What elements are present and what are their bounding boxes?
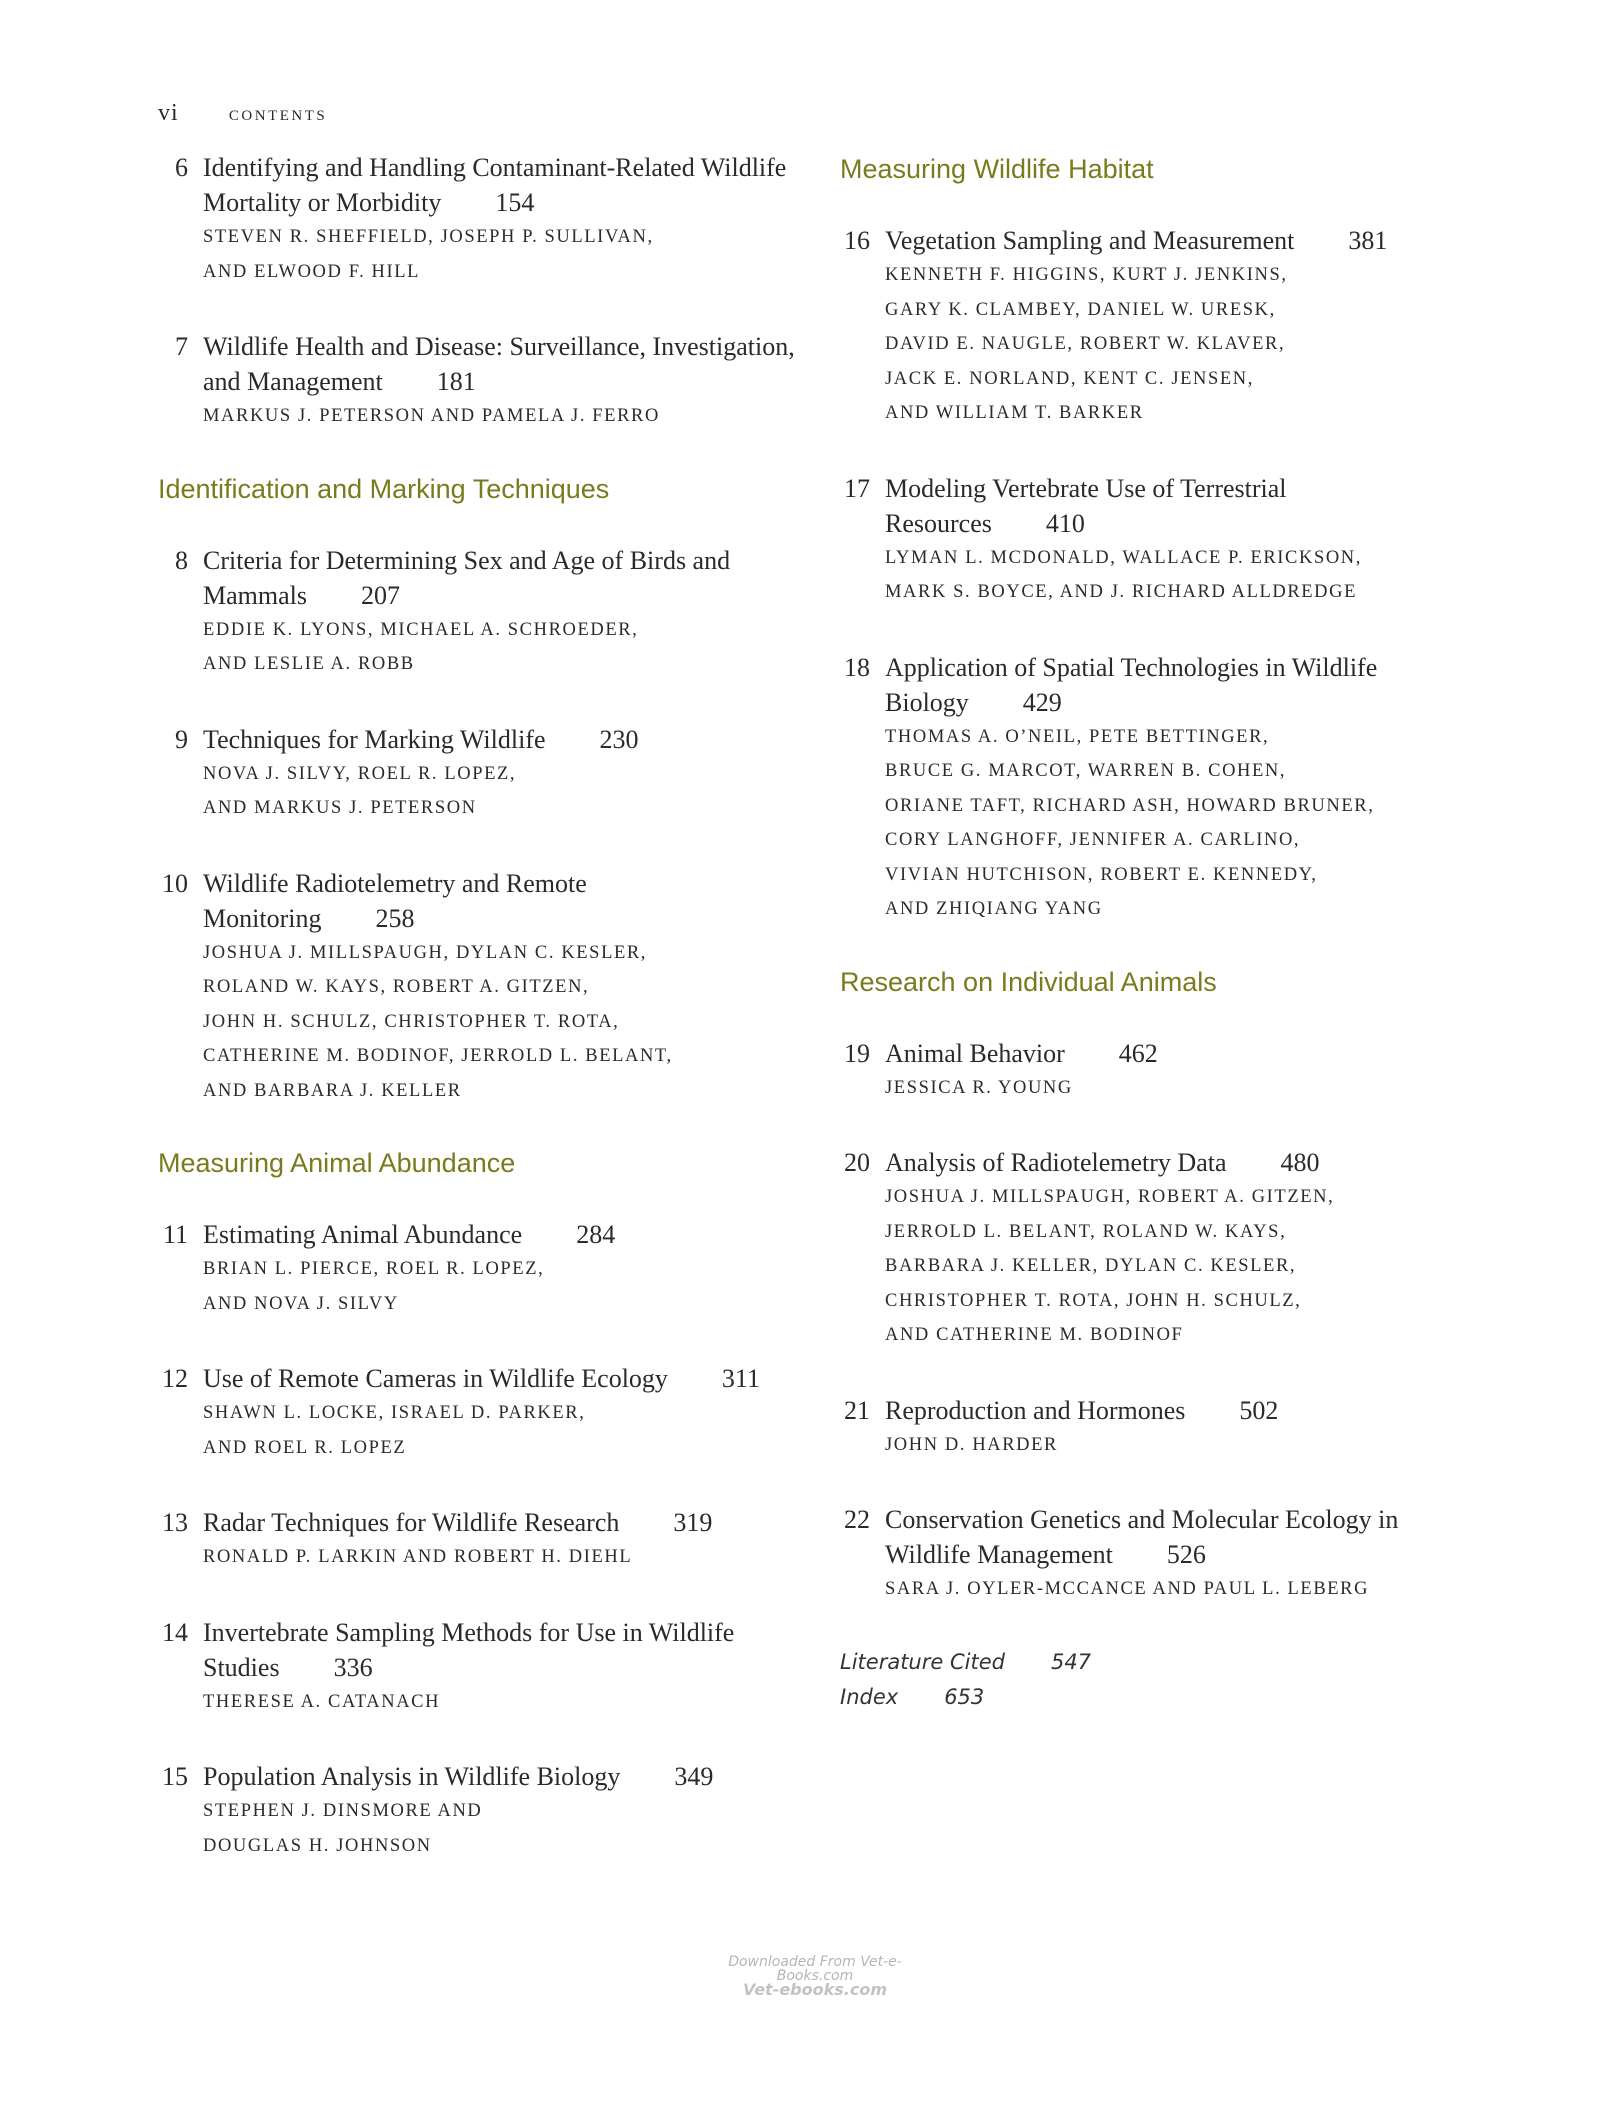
chapter-title-line [203, 543, 798, 613]
running-head-title: contents [228, 101, 328, 125]
author-line: BRIAN L. PIERCE, ROEL R. LOPEZ, [203, 1259, 545, 1279]
page-number-ref: 462 [1118, 1038, 1158, 1068]
author-line: DOUGLAS H. JOHNSON [203, 1835, 432, 1856]
chapter-title[interactable]: Use of Remote Cameras in Wildlife Ecology [203, 1364, 668, 1393]
author-line: LYMAN L. MCDONALD, WALLACE P. ERICKSON, [885, 547, 1362, 568]
author-line: ROLAND W. KAYS, ROBERT A. GITZEN, [203, 977, 590, 997]
toc-entry[interactable] [158, 150, 798, 289]
page-number-ref: 410 [1045, 508, 1085, 538]
chapter-title-line [885, 1036, 1460, 1071]
author-line: AND ZHIQIANG YANG [885, 899, 1103, 919]
chapter-number: 8 [175, 545, 188, 575]
author-line: CORY LANGHOFF, JENNIFER A. CARLINO, [885, 830, 1301, 850]
chapter-title-line [885, 1393, 1460, 1428]
author-line: JACK E. NORLAND, KENT C. JENSEN, [885, 368, 1254, 389]
chapter-number: 19 [844, 1038, 870, 1068]
author-line: GARY K. CLAMBEY, DANIEL W. URESK, [885, 299, 1276, 320]
chapter-title-line [885, 650, 1460, 720]
page-number-ref: 311 [721, 1364, 760, 1393]
author-line: JOSHUA J. MILLSPAUGH, DYLAN C. KESLER, [203, 942, 648, 963]
author-line: SHAWN L. LOCKE, ISRAEL D. PARKER, [203, 1403, 586, 1423]
chapter-title-line [203, 1217, 798, 1252]
chapter-title-line [885, 1145, 1460, 1180]
chapter-number: 14 [162, 1617, 188, 1647]
page-number-ref: 258 [375, 903, 415, 933]
toc-entry[interactable] [158, 1217, 798, 1321]
page-number-ref: 319 [673, 1508, 713, 1537]
chapter-number: 6 [175, 153, 188, 182]
author-line: ORIANE TAFT, RICHARD ASH, HOWARD BRUNER, [885, 795, 1375, 816]
chapter-number: 15 [162, 1762, 188, 1791]
toc-entry[interactable] [158, 543, 798, 682]
chapter-number: 20 [844, 1148, 870, 1177]
author-line: THOMAS A. O’NEIL, PETE BETTINGER, [885, 726, 1270, 747]
section-heading: Measuring Wildlife Habitat [840, 154, 1154, 184]
author-line: JERROLD L. BELANT, ROLAND W. KAYS, [885, 1221, 1287, 1242]
author-line: AND LESLIE A. ROBB [203, 654, 415, 674]
toc-right-column [840, 150, 1460, 1715]
chapter-title[interactable]: Modeling Vertebrate Use of Terrestrial Resources [885, 473, 1287, 538]
toc-entry[interactable] [158, 1759, 798, 1863]
author-line: AND NOVA J. SILVY [203, 1293, 399, 1314]
back-matter [840, 1645, 1460, 1715]
chapter-title[interactable]: Analysis of Radiotelemetry Data [885, 1148, 1227, 1177]
author-line: JOHN D. HARDER [885, 1434, 1058, 1455]
chapter-title[interactable]: Invertebrate Sampling Methods for Use in Wildlife Studies [203, 1617, 735, 1682]
page-number: vi [158, 100, 179, 126]
page-number-ref: 230 [599, 724, 639, 754]
toc-entry[interactable] [840, 1145, 1460, 1353]
chapter-number: 22 [844, 1505, 870, 1534]
chapter-title-line [885, 1502, 1460, 1572]
watermark-line-1: Downloaded From Vet-e-Books.com [728, 1954, 902, 1984]
author-line: STEPHEN J. DINSMORE AND [203, 1801, 483, 1821]
chapter-number: 10 [162, 868, 188, 898]
toc-entry[interactable] [840, 471, 1460, 610]
chapter-title[interactable]: Wildlife Radiotelemetry and Remote Monitoring [203, 868, 587, 933]
page-number-ref: 480 [1280, 1148, 1320, 1177]
back-matter-page: 547 [1050, 1649, 1092, 1674]
chapter-title-line [885, 471, 1460, 541]
toc-entry[interactable] [158, 866, 798, 1109]
page-number-ref: 181 [436, 367, 476, 396]
chapter-number: 21 [844, 1395, 870, 1425]
toc-left-column [158, 150, 798, 1903]
author-line: AND MARKUS J. PETERSON [203, 798, 477, 818]
chapter-number: 13 [162, 1508, 188, 1537]
author-line: CHRISTOPHER T. ROTA, JOHN H. SCHULZ, [885, 1290, 1302, 1311]
toc-entry[interactable] [158, 722, 798, 826]
watermark-line-2: Vet-ebooks.com [742, 1980, 888, 1999]
author-line: SARA J. OYLER-MCCANCE AND PAUL L. LEBERG [885, 1579, 1370, 1599]
author-line: BARBARA J. KELLER, DYLAN C. KESLER, [885, 1256, 1297, 1276]
author-line: CATHERINE M. BODINOF, JERROLD L. BELANT, [203, 1046, 673, 1066]
page-number-ref: 429 [1022, 687, 1062, 717]
author-line: BRUCE G. MARCOT, WARREN B. COHEN, [885, 761, 1287, 781]
chapter-number: 11 [162, 1220, 188, 1249]
author-line: DAVID E. NAUGLE, ROBERT W. KLAVER, [885, 334, 1286, 354]
chapter-title[interactable]: Application of Spatial Technologies in Wildlife Biology [885, 652, 1378, 717]
chapter-title[interactable]: Conservation Genetics and Molecular Ecology in Wildlife Management [885, 1505, 1399, 1569]
chapter-number: 16 [844, 226, 870, 255]
watermark [690, 1955, 940, 1997]
author-line: NOVA J. SILVY, ROEL R. LOPEZ, [203, 763, 517, 784]
chapter-title-line [203, 1615, 798, 1685]
chapter-number: 12 [162, 1364, 188, 1393]
toc-entry[interactable] [840, 650, 1460, 927]
back-matter-item[interactable] [840, 1645, 1460, 1680]
chapter-title[interactable]: Identifying and Handling Contaminant-Related Wildlife Mortality or Morbidity [203, 153, 787, 217]
author-line: MARKUS J. PETERSON AND PAMELA J. FERRO [203, 406, 660, 426]
chapter-number: 7 [175, 332, 188, 361]
page-number-ref: 526 [1166, 1540, 1206, 1569]
chapter-title-line [203, 1505, 798, 1540]
author-line: AND ELWOOD F. HILL [203, 261, 421, 282]
chapter-title-line [203, 1759, 798, 1794]
author-line: EDDIE K. LYONS, MICHAEL A. SCHROEDER, [203, 619, 639, 640]
chapter-title[interactable]: Estimating Animal Abundance [203, 1220, 523, 1249]
chapter-title-line [203, 1361, 798, 1396]
toc-entry[interactable] [158, 1615, 798, 1720]
author-line: AND CATHERINE M. BODINOF [885, 1325, 1184, 1345]
author-line: VIVIAN HUTCHISON, ROBERT E. KENNEDY, [885, 864, 1318, 885]
page-number-ref: 154 [495, 188, 535, 217]
chapter-title-line [203, 722, 798, 757]
toc-entry[interactable] [840, 1393, 1460, 1463]
toc-entry[interactable] [840, 1036, 1460, 1106]
page-number-ref: 284 [576, 1220, 616, 1249]
author-line: MARK S. BOYCE, AND J. RICHARD ALLDREDGE [885, 582, 1358, 602]
chapter-title[interactable]: Techniques for Marking Wildlife [203, 724, 546, 754]
toc-entry[interactable] [840, 1502, 1460, 1607]
section-heading: Research on Individual Animals [840, 966, 1217, 997]
chapter-number: 18 [844, 652, 870, 682]
chapter-number: 17 [844, 473, 870, 503]
chapter-title[interactable]: Vegetation Sampling and Measurement [885, 226, 1295, 255]
page-number-ref: 349 [674, 1762, 714, 1791]
chapter-title[interactable]: Wildlife Health and Disease: Surveillance, Investigation, and Management [203, 332, 795, 396]
toc-entry[interactable] [840, 223, 1460, 431]
back-matter-label: Literature Cited [840, 1649, 1005, 1674]
page-number-ref: 381 [1348, 226, 1388, 255]
chapter-title[interactable]: Radar Techniques for Wildlife Research [203, 1508, 620, 1537]
chapter-number: 9 [175, 724, 188, 754]
page-number-ref: 336 [333, 1652, 373, 1682]
chapter-title-line [203, 150, 798, 220]
back-matter-label: Index [840, 1684, 899, 1709]
page-number-ref: 207 [361, 580, 400, 610]
author-line: THERESE A. CATANACH [203, 1691, 441, 1712]
back-matter-item[interactable] [840, 1680, 1460, 1715]
chapter-title-line [885, 223, 1460, 258]
running-head [158, 100, 327, 127]
toc-entry[interactable] [158, 1361, 798, 1465]
chapter-title[interactable]: Animal Behavior [885, 1038, 1065, 1068]
author-line: AND WILLIAM T. BARKER [885, 403, 1144, 423]
author-line: JOHN H. SCHULZ, CHRISTOPHER T. ROTA, [203, 1011, 620, 1032]
chapter-title[interactable]: Population Analysis in Wildlife Biology [203, 1762, 621, 1791]
author-line: JESSICA R. YOUNG [885, 1077, 1073, 1098]
author-line: RONALD P. LARKIN AND ROBERT H. DIEHL [203, 1547, 633, 1567]
author-line: AND BARBARA J. KELLER [203, 1080, 462, 1101]
chapter-title[interactable]: Criteria for Determining Sex and Age of Birds and Mammals [203, 545, 731, 610]
chapter-title-line [203, 866, 798, 936]
author-line: AND ROEL R. LOPEZ [203, 1437, 407, 1458]
back-matter-page: 653 [944, 1684, 985, 1709]
page-number-ref: 502 [1239, 1395, 1279, 1425]
author-line: STEVEN R. SHEFFIELD, JOSEPH P. SULLIVAN, [203, 227, 654, 247]
section-heading: Identification and Marking Techniques [158, 473, 610, 504]
author-line: KENNETH F. HIGGINS, KURT J. JENKINS, [885, 265, 1288, 285]
author-line: JOSHUA J. MILLSPAUGH, ROBERT A. GITZEN, [885, 1187, 1335, 1207]
section-heading: Measuring Animal Abundance [158, 1148, 516, 1178]
toc-entry[interactable] [158, 329, 798, 434]
chapter-title-line [203, 329, 798, 399]
toc-entry[interactable] [158, 1505, 798, 1575]
chapter-title[interactable]: Reproduction and Hormones [885, 1395, 1186, 1425]
